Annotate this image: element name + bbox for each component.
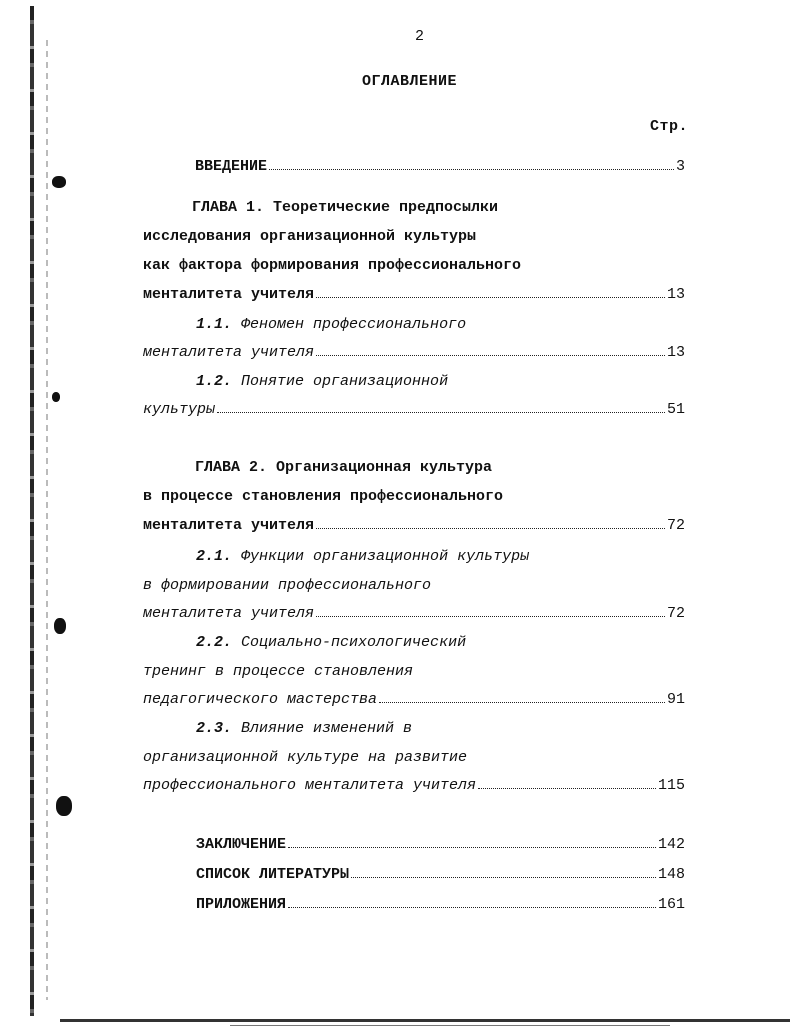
dot-leader (316, 528, 665, 529)
section-number: 2.1. (196, 548, 233, 565)
scan-blot (54, 618, 66, 634)
section-title: Влияние изменений в (241, 720, 413, 737)
page-number: 2 (415, 28, 425, 45)
toc-entry-intro[interactable] (195, 157, 685, 177)
toc-page-number: 13 (666, 344, 685, 361)
toc-label: менталитета учителя (143, 344, 315, 361)
scan-edge-artifact (30, 6, 34, 1016)
section-2-1-heading (196, 547, 529, 567)
chapter-1-heading-cont: как фактора формирования профессионального (143, 257, 522, 274)
dot-leader (316, 355, 665, 356)
scan-blot (52, 176, 66, 188)
toc-page-number: 72 (666, 605, 685, 622)
toc-page-number: 148 (657, 866, 685, 883)
toc-page-number: 115 (657, 777, 685, 794)
section-title: Функции организационной культуры (241, 548, 530, 565)
section-2-2-heading-cont: тренинг в процессе становления (143, 663, 414, 680)
toc-page-number: 13 (666, 286, 685, 303)
section-title: Феномен профессионального (241, 316, 467, 333)
section-2-1-heading-cont: в формировании профессионального (143, 577, 432, 594)
toc-page-number: 161 (657, 896, 685, 913)
toc-entry-appendices[interactable] (196, 895, 685, 915)
toc-label: профессионального менталитета учителя (143, 777, 477, 794)
toc-label: ПРИЛОЖЕНИЯ (196, 896, 287, 913)
toc-entry-section-2-2[interactable] (143, 690, 685, 710)
dot-leader (351, 877, 656, 878)
toc-label: ЗАКЛЮЧЕНИЕ (196, 836, 287, 853)
scan-bottom-line (230, 1025, 670, 1026)
dot-leader (217, 412, 665, 413)
toc-label: менталитета учителя (143, 517, 315, 534)
dot-leader (316, 616, 665, 617)
scan-blot (52, 392, 60, 402)
toc-page-number: 51 (666, 401, 685, 418)
dot-leader (316, 297, 665, 298)
toc-page-number: 91 (666, 691, 685, 708)
toc-label: менталитета учителя (143, 286, 315, 303)
dot-leader (379, 702, 665, 703)
chapter-2-heading-cont: в процессе становления профессионального (143, 488, 504, 505)
scan-edge-artifact-light (46, 40, 48, 1000)
dot-leader (288, 907, 656, 908)
toc-label: культуры (143, 401, 216, 418)
toc-entry-section-2-3[interactable] (143, 776, 685, 796)
dot-leader (478, 788, 656, 789)
toc-entry-bibliography[interactable] (196, 865, 685, 885)
dot-leader (269, 169, 674, 170)
toc-label: педагогического мастерства (143, 691, 378, 708)
section-title: Социально-психологический (241, 634, 467, 651)
scan-bottom-line (60, 1019, 790, 1022)
page-column-label: Стр. (650, 118, 689, 135)
scan-blot (56, 796, 72, 816)
section-number: 1.2. (196, 373, 233, 390)
toc-entry-chapter-1[interactable] (143, 285, 685, 305)
toc-label: менталитета учителя (143, 605, 315, 622)
chapter-1-heading-cont: исследования организационной культуры (143, 228, 477, 245)
chapter-1-heading: ГЛАВА 1. Теоретические предпосылки (192, 199, 499, 216)
toc-label: СПИСОК ЛИТЕРАТУРЫ (196, 866, 350, 883)
section-2-2-heading (196, 633, 466, 653)
toc-entry-section-1-2[interactable] (143, 400, 685, 420)
toc-page-number: 142 (657, 836, 685, 853)
section-number: 2.3. (196, 720, 233, 737)
section-1-1-heading (196, 315, 466, 335)
section-number: 2.2. (196, 634, 233, 651)
chapter-2-heading: ГЛАВА 2. Организационная культура (195, 459, 493, 476)
section-1-2-heading (196, 372, 448, 392)
section-title: Понятие организационной (241, 373, 449, 390)
section-number: 1.1. (196, 316, 233, 333)
toc-entry-chapter-2[interactable] (143, 516, 685, 536)
toc-page-number: 3 (675, 158, 685, 175)
section-2-3-heading-cont: организационной культуре на развитие (143, 749, 468, 766)
toc-entry-section-2-1[interactable] (143, 604, 685, 624)
toc-page-number: 72 (666, 517, 685, 534)
section-2-3-heading (196, 719, 412, 739)
toc-entry-conclusion[interactable] (196, 835, 685, 855)
toc-entry-section-1-1[interactable] (143, 343, 685, 363)
dot-leader (288, 847, 656, 848)
page-title: ОГЛАВЛЕНИЕ (362, 73, 458, 90)
toc-label: ВВЕДЕНИЕ (195, 158, 268, 175)
